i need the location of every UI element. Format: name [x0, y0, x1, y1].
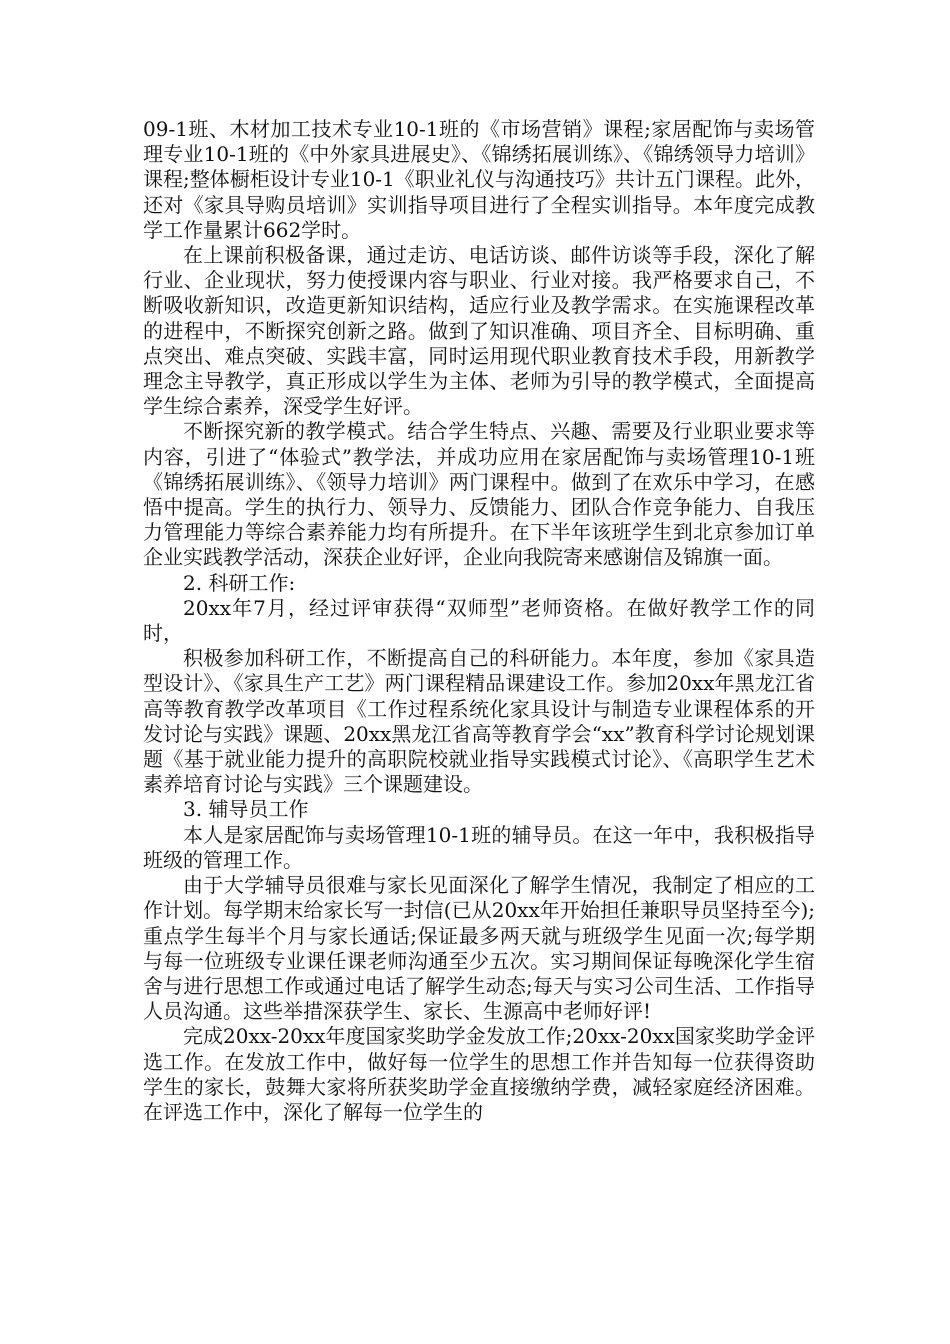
paragraph-3: 不断探究新的教学模式。结合学生特点、兴趣、需要及行业职业要求等内容，引进了“体验式”教学法，并成功应用在家居配饰与卖场管理10-1班《锦绣拓展训练》、《领导力培训》两门课程中。做到了在欢乐中学习，在感悟中提高。学生的执行力、领导力、反馈能力、团队合作竞争能力、自我压力管理能力等综合素养能力均有所提升。在下半年该班学生到北京参加订单企业实践教学活动，深获企业好评，企业向我院寄来感谢信及锦旗一面。	[143, 419, 815, 570]
paragraph-6: 本人是家居配饰与卖场管理10-1班的辅导员。在这一年中，我积极指导班级的管理工作。	[143, 822, 815, 872]
document-body	[143, 117, 815, 1125]
paragraph-4: 20xx年7月，经过评审获得“双师型”老师资格。在做好教学工作的同时，	[143, 595, 815, 646]
paragraph-8: 完成20xx-20xx年度国家奖助学金发放工作;20xx-20xx国家奖助学金评选工作。在发放工作中，做好每一位学生的思想工作并告知每一位获得资助学生的家长，鼓舞大家将所获奖助学金直接缴纳学费，减轻家庭经济困难。在评选工作中，深化了解每一位学生的	[143, 1024, 815, 1124]
paragraph-2: 在上课前积极备课，通过走访、电话访谈、邮件访谈等手段，深化了解行业、企业现状，努力使授课内容与职业、行业对接。我严格要求自己，不断吸收新知识，改造更新知识结构，适应行业及教学需求。在实施课程改革的进程中，不断探究创新之路。做到了知识准确、项目齐全、目标明确、重点突出、难点突破、实践丰富，同时运用现代职业教育技术手段，用新教学理念主导教学，真正形成以学生为主体、老师为引导的教学模式，全面提高学生综合素养，深受学生好评。	[143, 243, 815, 419]
paragraph-7: 由于大学辅导员很难与家长见面深化了解学生情况，我制定了相应的工作计划。每学期末给家长写一封信(已从20xx年开始担任兼职导员坚持至今);重点学生每半个月与家长通话;保证最多两天就与班级学生见面一次;每学期与每一位班级专业课任课老师沟通至少五次。实习期间保证每晚深化学生宿舍与进行思想工作或通过电话了解学生动态;每天与实习公司生活、工作指导人员沟通。这些举措深获学生、家长、生源高中老师好评!	[143, 873, 815, 1024]
paragraph-5: 积极参加科研工作，不断提高自己的科研能力。本年度，参加《家具造型设计》、《家具生产工艺》两门课程精品课建设工作。参加20xx年黑龙江省高等教育教学改革项目《工作过程系统化家具设计与制造专业课程体系的开发讨论与实践》课题、20xx黑龙江省高等教育学会“xx”教育科学讨论规划课题《基于就业能力提升的高职院校就业指导实践模式讨论》、《高职学生艺术素养培育讨论与实践》三个课题建设。	[143, 646, 815, 797]
section-heading-research: 2. 科研工作:	[183, 570, 296, 595]
paragraph-1: 09-1班、木材加工技术专业10-1班的《市场营销》课程;家居配饰与卖场管理专业10-1班的《中外家具进展史》、《锦绣拓展训练》、《锦绣领导力培训》课程;整体橱柜设计专业10-1《职业礼仪与沟通技巧》共计五门课程。此外，还对《家具导购员培训》实训指导项目进行了全程实训指导。本年度完成教学工作量累计662学时。	[143, 117, 815, 242]
section-heading-counselor: 3. 辅导员工作	[183, 797, 309, 822]
